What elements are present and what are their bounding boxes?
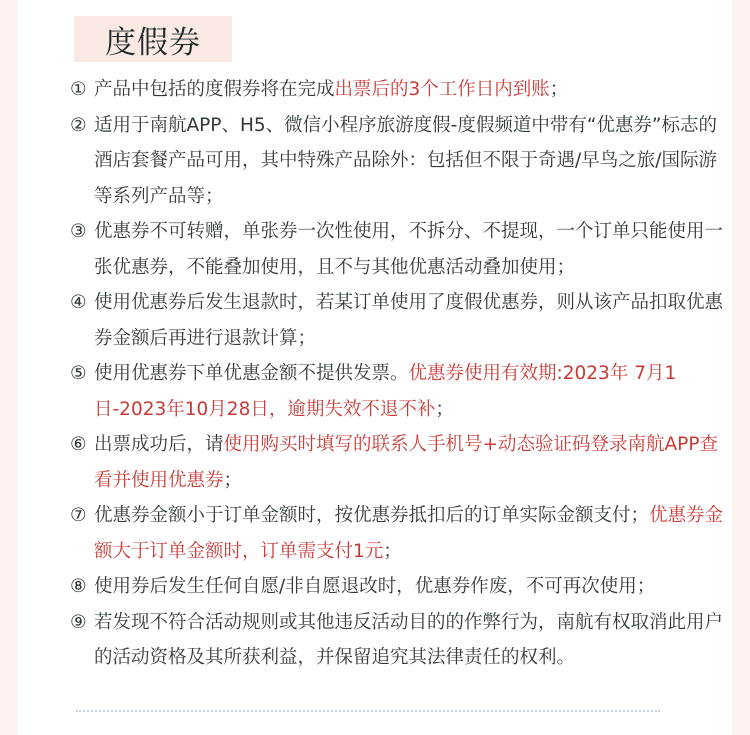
term-highlight: 优惠券金额大于订单金额时，订单需支付1元: [94, 505, 724, 562]
term-text-part: 适用于南航APP、H5、微信小程序旅游度假-度假频道中带有“优惠券”标志的酒店套餐产品可用，其中特殊产品除外：包括但不限于奇遇/早鸟之旅/国际游等系列产品等；: [94, 114, 717, 207]
term-item: [70, 498, 734, 569]
term-number: ③: [70, 221, 87, 242]
term-text: [94, 108, 734, 215]
term-text: [94, 214, 734, 285]
title-banner: [74, 16, 232, 62]
term-number: ⑨: [70, 611, 87, 633]
terms-list: [70, 72, 734, 676]
term-text-part: ；: [383, 540, 402, 562]
term-text-part: 使用优惠券后发生退款时，若某订单使用了度假优惠券，则从该产品扣取优惠券金额后再进行退款计算；: [94, 292, 724, 349]
terms-card: [18, 0, 732, 735]
term-text: [94, 569, 734, 605]
term-text-part: 出票成功后，请: [94, 434, 224, 455]
term-number: ⑥: [70, 434, 87, 455]
term-number: ⑤: [70, 363, 87, 384]
term-text: [94, 285, 734, 356]
term-text: [94, 356, 734, 427]
term-highlight: 优惠券使用有效期:2023年 7月1日-2023年10月28日，逾期失效不退不补: [94, 363, 677, 420]
term-text-part: 若发现不符合活动规则或其他违反活动目的的作弊行为，南航有权取消此用户的活动资格及其所获利益，并保留追究其法律责任的权利。: [94, 611, 724, 668]
term-item: [70, 285, 734, 356]
page-title: 度假券: [105, 24, 201, 61]
term-number: ④: [70, 292, 87, 313]
term-text-part: 优惠券金额小于订单金额时，按优惠券抵扣后的订单实际金额支付；: [94, 505, 650, 526]
term-highlight: 出票后的3个工作日内到账: [334, 79, 550, 100]
term-text-part: 使用优惠券下单优惠金额不提供发票。: [94, 363, 409, 384]
term-text-part: 产品中包括的度假券将在完成: [94, 79, 335, 100]
term-item: [70, 72, 734, 108]
term-number: ⑧: [70, 576, 87, 597]
term-text: [94, 498, 734, 569]
term-number: ⑦: [70, 505, 87, 526]
term-item: [70, 108, 734, 215]
term-text: [94, 605, 734, 676]
term-highlight: 使用购买时填写的联系人手机号+动态验证码登录南航APP查看并使用优惠券: [94, 434, 718, 491]
dotted-divider: [76, 710, 660, 712]
term-text-part: 使用券后发生任何自愿/非自愿退改时，优惠券作废，不可再次使用；: [94, 576, 656, 597]
term-text-part: ；: [435, 398, 454, 420]
term-item: [70, 605, 734, 676]
term-number: ②: [70, 114, 87, 136]
term-text: [94, 72, 734, 108]
term-number: ①: [70, 79, 87, 100]
term-item: [70, 427, 734, 498]
term-text-part: 优惠券不可转赠，单张券一次性使用，不拆分、不提现，一个订单只能使用一张优惠券，不能叠加使用，且不与其他优惠活动叠加使用；: [94, 221, 724, 278]
term-item: [70, 214, 734, 285]
term-item: [70, 356, 734, 427]
term-text-part: ；: [223, 469, 243, 491]
term-text-part: ；: [549, 79, 569, 100]
term-text: [94, 427, 734, 498]
term-item: [70, 569, 734, 605]
